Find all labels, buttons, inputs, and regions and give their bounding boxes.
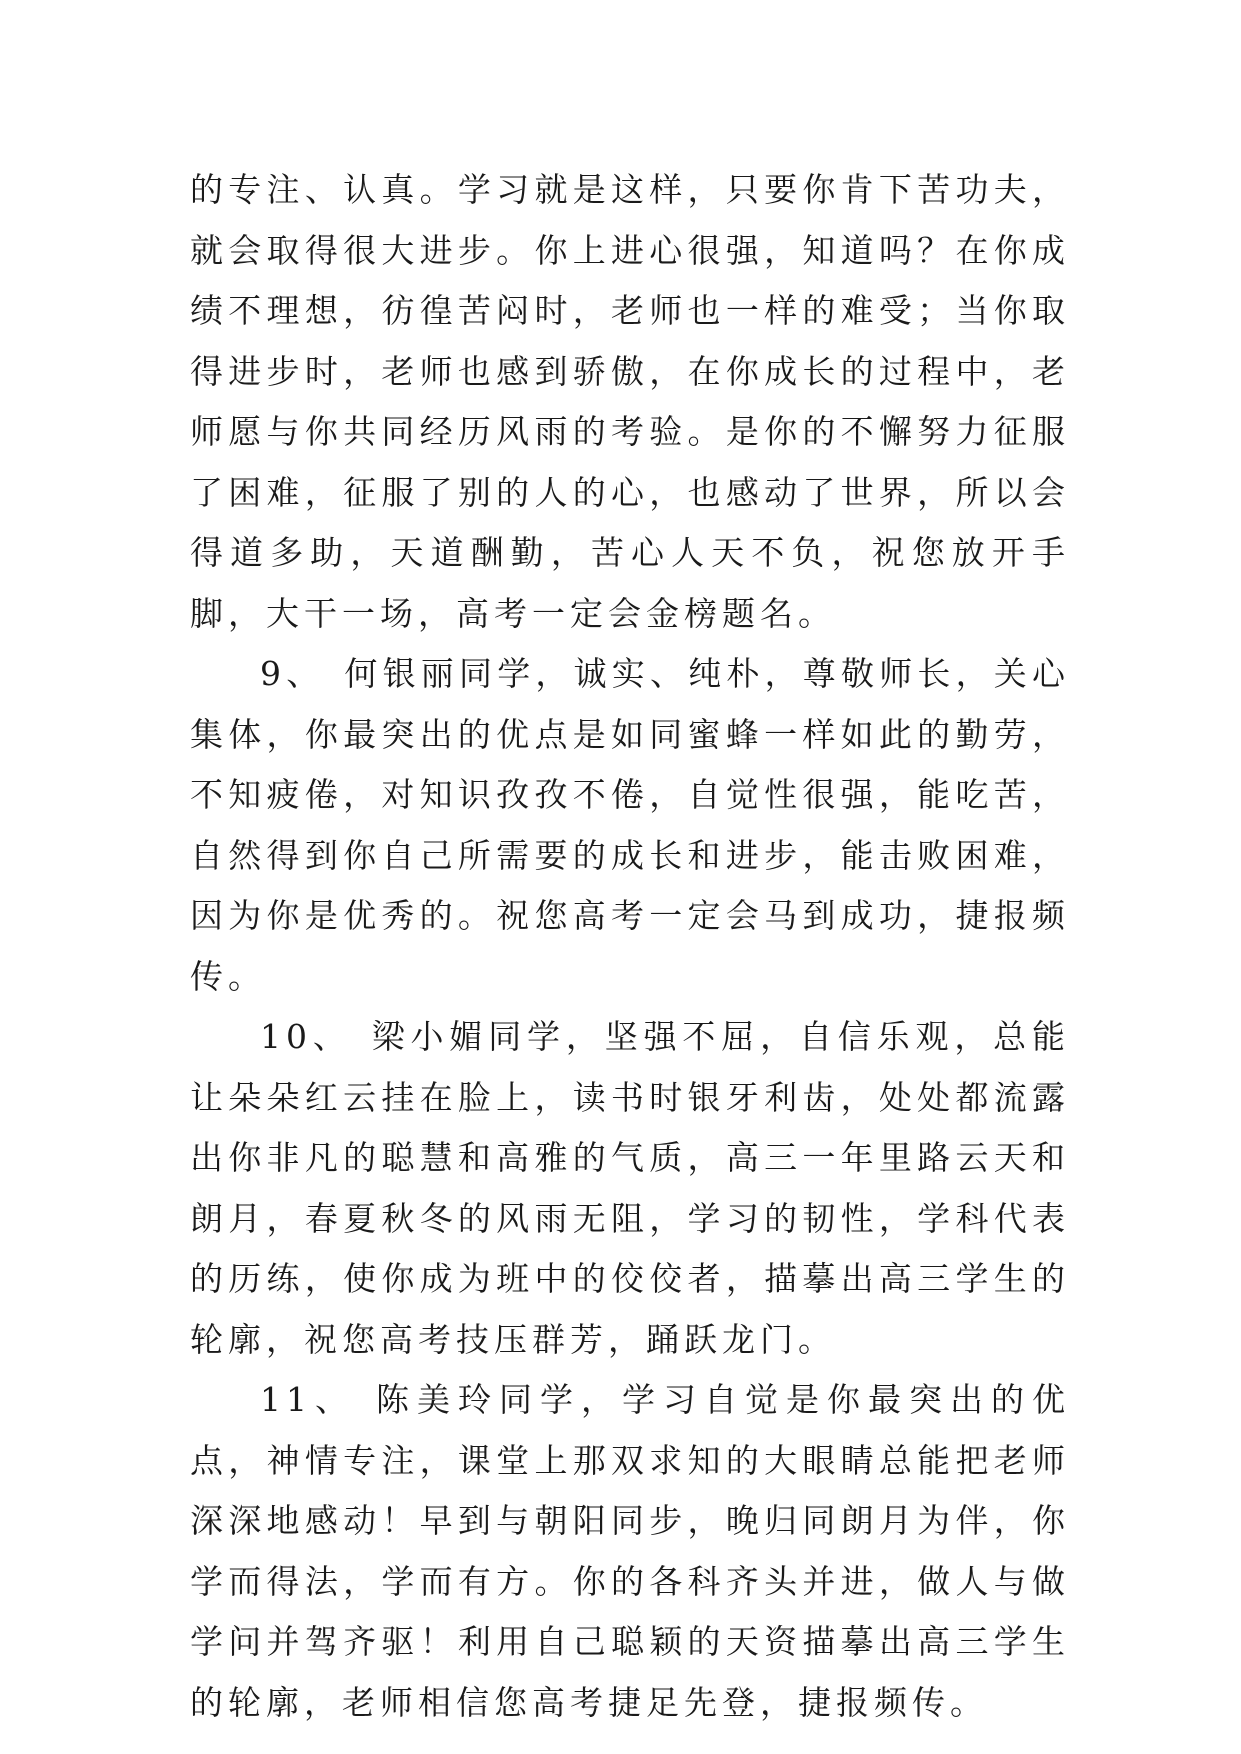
item-number: 9、 <box>260 654 325 693</box>
paragraph-item-11 <box>190 1370 1070 1733</box>
document-body <box>190 160 1070 1733</box>
paragraph-text: 陈美玲同学，学习自觉是你最突出的优点，神情专注，课堂上那双求知的大眼睛总能把老师深深地感动！早到与朝阳同步，晚归同朗月为伴，你学而得法，学而有方。你的各科齐头并进，做人与做学问并驾齐驱！利用自己聪颖的天资描摹出高三学生的轮廓，老师相信您高考捷足先登，捷报频传。 <box>190 1380 1070 1722</box>
paragraph-continued <box>190 160 1070 644</box>
item-number: 11、 <box>260 1380 356 1419</box>
paragraph-item-9 <box>190 644 1070 1007</box>
paragraph-text: 梁小媚同学，坚强不屈，自信乐观，总能让朵朵红云挂在脸上，读书时银牙利齿，处处都流露出你非凡的聪慧和高雅的气质，高三一年里路云天和朗月，春夏秋冬的风雨无阻，学习的韧性，学科代表的历练，使你成为班中的佼佼者，描摹出高三学生的轮廓，祝您高考技压群芳，踊跃龙门。 <box>190 1017 1071 1359</box>
paragraph-text: 何银丽同学，诚实、纯朴，尊敬师长，关心集体，你最突出的优点是如同蜜蜂一样如此的勤劳，不知疲倦，对知识孜孜不倦，自觉性很强，能吃苦，自然得到你自己所需要的成长和进步，能击败困难，因为你是优秀的。祝您高考一定会马到成功，捷报频传。 <box>190 654 1071 996</box>
item-number: 10、 <box>260 1017 352 1056</box>
paragraph-text: 的专注、认真。学习就是这样，只要你肯下苦功夫，就会取得很大进步。你上进心很强，知道吗？在你成绩不理想，彷徨苦闷时，老师也一样的难受；当你取得进步时，老师也感到骄傲，在你成长的过程中，老师愿与你共同经历风雨的考验。是你的不懈努力征服了困难，征服了别的人的心，也感动了世界，所以会得道多助，天道酬勤，苦心人天不负，祝您放开手脚，大干一场，高考一定会金榜题名。 <box>190 170 1070 633</box>
paragraph-item-10 <box>190 1007 1070 1370</box>
